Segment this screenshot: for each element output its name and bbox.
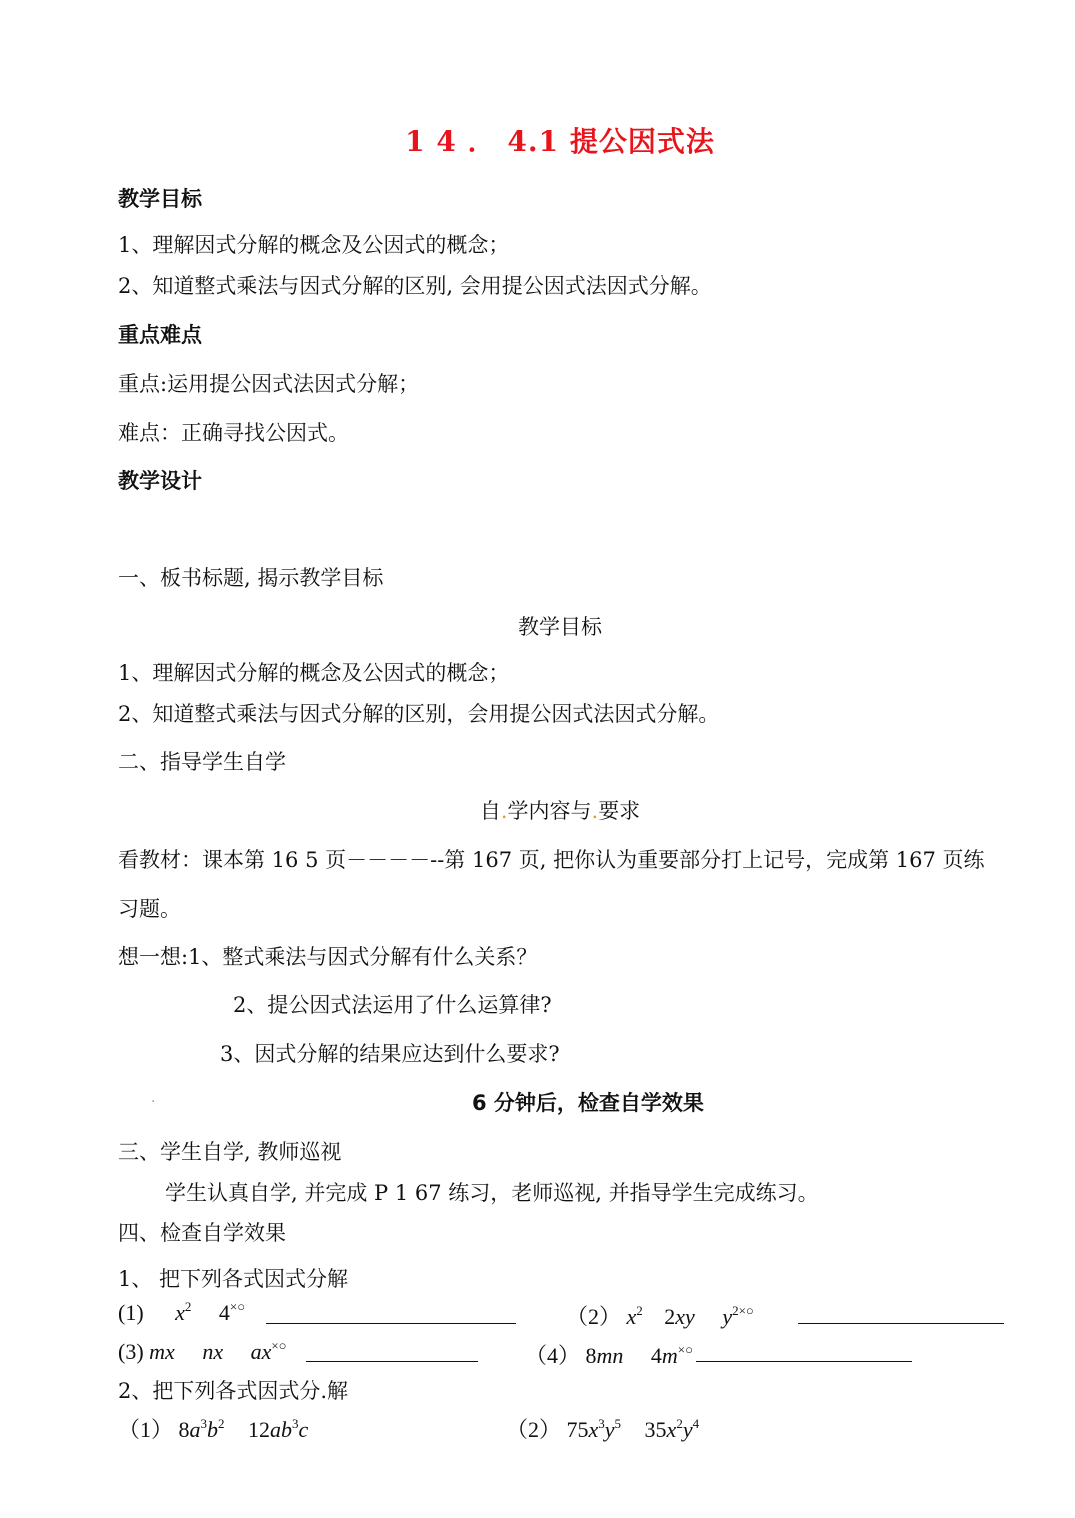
think-question-3: 3、因式分解的结果应达到什么要求?: [220, 1042, 560, 1066]
section-1-title: 一、板书标题, 揭示教学目标: [118, 566, 384, 590]
think-question-2: 2、提公因式法运用了什么运算律?: [233, 993, 552, 1017]
q1-item-1: (1) $x^2$ 4×○: [118, 1299, 246, 1325]
goal-item-2: 2、知道整式乘法与因式分解的区别, 会用提公因式法因式分解。: [118, 274, 712, 298]
design-heading: 教学设计: [118, 469, 202, 493]
page-title: 1 4 ． 4.1 提公因式法: [405, 125, 715, 158]
section-1-item-1: 1、理解因式分解的概念及公因式的概念；: [118, 661, 510, 685]
section-2-center-c: 要求: [598, 799, 641, 823]
section-2-center-b: 学内容与: [507, 799, 592, 823]
q1-item-2-label: （2）: [566, 1304, 622, 1329]
dot-mark: .: [151, 1090, 156, 1106]
key-point: 重点:运用提公因式法因式分解；: [118, 372, 420, 396]
read-instruction-line-1: 看教材：课本第 16 5 页－－－－--第 167 页, 把你认为重要部分打上记号，完成第 167 页练: [118, 848, 985, 872]
q1-item-4: （4） 8mn 4m×○: [525, 1342, 693, 1368]
section-2-center: [0, 795, 1075, 825]
q1-item-1-label: (1): [118, 1300, 144, 1325]
q2-title: 2、把下列各式因式分.解: [118, 1379, 349, 1403]
section-4-title: 四、检查自学效果: [118, 1221, 286, 1245]
dot-mark: .: [500, 799, 508, 823]
q2-item-1-label: （1）: [118, 1417, 174, 1442]
q1-item-4-label: （4）: [525, 1343, 581, 1368]
goal-item-1: 1、理解因式分解的概念及公因式的概念；: [118, 233, 510, 257]
goals-heading: 教学目标: [118, 187, 202, 211]
answer-blank-4[interactable]: [696, 1361, 912, 1362]
think-question-1: 想一想:1、整式乘法与因式分解有什么关系？: [118, 945, 538, 969]
q2-item-2-label: （2）: [506, 1417, 562, 1442]
q2-item-2: （2） $75x^3y^5$ $35x^2y^4$: [506, 1416, 700, 1442]
answer-blank-1[interactable]: [266, 1323, 516, 1324]
difficult-point: 难点：正确寻找公因式。: [118, 421, 349, 445]
section-1-item-2: 2、知道整式乘法与因式分解的区别，会用提公因式法因式分解。: [118, 702, 720, 726]
section-2-center-a: 自: [479, 799, 501, 823]
q1-title: 1、 把下列各式因式分解: [118, 1267, 349, 1291]
check-after-six-minutes: 6 分钟后，检查自学效果: [472, 1091, 704, 1115]
key-heading: 重点难点: [118, 323, 202, 347]
section-3-title: 三、学生自学, 教师巡视: [118, 1140, 342, 1164]
q1-item-3-label: (3): [118, 1339, 144, 1364]
answer-blank-3[interactable]: [306, 1361, 478, 1362]
dot-mark: .: [591, 799, 599, 823]
q2-item-1: （1） $8a^3b^2$ $12ab^3c$: [118, 1416, 309, 1442]
section-1-center: 教学目标: [518, 615, 602, 639]
answer-blank-2[interactable]: [798, 1323, 1004, 1324]
read-instruction-line-2: 习题。: [118, 897, 181, 921]
section-2-title: 二、指导学生自学: [118, 750, 286, 774]
section-3-text: 学生认真自学, 并完成 P 1 67 练习，老师巡视, 并指导学生完成练习。: [165, 1181, 819, 1205]
q1-item-2: （2） $x^2$ 2xy $y^{2\times○}$: [566, 1303, 754, 1329]
q1-item-3: (3) mx nx ax×○: [118, 1338, 287, 1364]
